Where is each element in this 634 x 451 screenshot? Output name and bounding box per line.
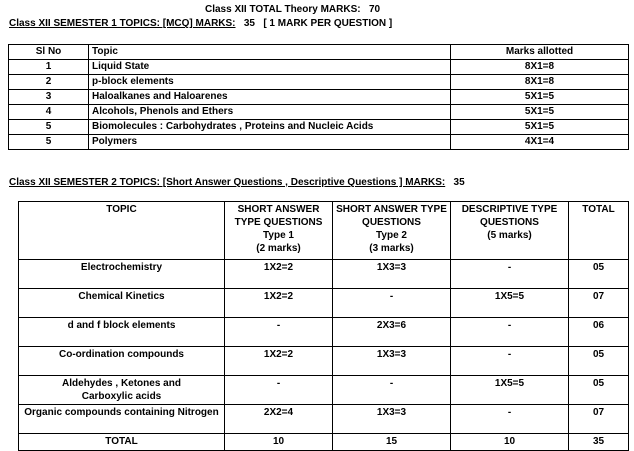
sem1-header-row bbox=[9, 45, 629, 60]
row-sa1: 1X2=2 bbox=[225, 260, 333, 289]
sa1-line: (2 marks) bbox=[256, 243, 301, 254]
total-sa2: 15 bbox=[333, 434, 451, 451]
sa1-line: SHORT ANSWER bbox=[237, 204, 320, 215]
col-short-answer-type1 bbox=[225, 202, 333, 260]
table-row bbox=[9, 75, 629, 90]
row-marks: 8X1=8 bbox=[451, 75, 629, 90]
row-sa2: 2X3=6 bbox=[333, 318, 451, 347]
col-topic: Topic bbox=[89, 45, 451, 60]
row-no: 2 bbox=[9, 75, 89, 90]
row-desc: - bbox=[451, 318, 569, 347]
table-row bbox=[19, 260, 629, 289]
row-sa1: 1X2=2 bbox=[225, 289, 333, 318]
col-total: TOTAL bbox=[569, 202, 629, 260]
total-sa1: 10 bbox=[225, 434, 333, 451]
total-label: TOTAL bbox=[19, 434, 225, 451]
desc-line: QUESTIONS bbox=[480, 217, 539, 228]
row-topic: Haloalkanes and Haloarenes bbox=[89, 90, 451, 105]
sem1-note: [ 1 MARK PER QUESTION ] bbox=[263, 18, 393, 29]
table-row bbox=[19, 318, 629, 347]
row-desc: - bbox=[451, 260, 569, 289]
row-desc: - bbox=[451, 405, 569, 434]
row-total: 05 bbox=[569, 347, 629, 376]
row-sa2: 1X3=3 bbox=[333, 347, 451, 376]
table-row bbox=[19, 347, 629, 376]
table-row bbox=[9, 105, 629, 120]
total-row bbox=[19, 434, 629, 451]
row-sa2: 1X3=3 bbox=[333, 260, 451, 289]
sem1-marks: 35 bbox=[243, 18, 255, 29]
sa1-line: TYPE QUESTIONS bbox=[234, 217, 323, 228]
row-topic: Liquid State bbox=[89, 60, 451, 75]
row-topic: Organic compounds containing Nitrogen bbox=[19, 405, 225, 434]
table-row bbox=[19, 376, 629, 405]
theory-marks: 70 bbox=[368, 4, 381, 15]
table-row bbox=[19, 289, 629, 318]
row-topic: Electrochemistry bbox=[19, 260, 225, 289]
row-topic: d and f block elements bbox=[19, 318, 225, 347]
row-marks: 5X1=5 bbox=[451, 120, 629, 135]
sa2-line: SHORT ANSWER TYPE bbox=[336, 204, 447, 215]
row-total: 05 bbox=[569, 376, 629, 405]
total-desc: 10 bbox=[451, 434, 569, 451]
row-sa2: 1X3=3 bbox=[333, 405, 451, 434]
row-marks: 4X1=4 bbox=[451, 135, 629, 150]
table-row bbox=[9, 90, 629, 105]
row-marks: 5X1=5 bbox=[451, 105, 629, 120]
row-topic bbox=[19, 376, 225, 405]
col-marks-allotted: Marks allotted bbox=[451, 45, 629, 60]
row-no: 5 bbox=[9, 135, 89, 150]
row-no: 4 bbox=[9, 105, 89, 120]
row-desc: 1X5=5 bbox=[451, 376, 569, 405]
table-row bbox=[9, 120, 629, 135]
row-total: 06 bbox=[569, 318, 629, 347]
row-topic: p-block elements bbox=[89, 75, 451, 90]
col-descriptive bbox=[451, 202, 569, 260]
row-no: 3 bbox=[9, 90, 89, 105]
row-topic: Chemical Kinetics bbox=[19, 289, 225, 318]
sem2-marks: 35 bbox=[453, 177, 465, 188]
total-total: 35 bbox=[569, 434, 629, 451]
sem2-title: Class XII SEMESTER 2 TOPICS: [Short Answer Questions , Descriptive Questions ] MARKS: bbox=[9, 177, 446, 188]
row-no: 1 bbox=[9, 60, 89, 75]
row-sa2: - bbox=[333, 376, 451, 405]
row-topic: Alcohols, Phenols and Ethers bbox=[89, 105, 451, 120]
row-topic: Polymers bbox=[89, 135, 451, 150]
sem2-table bbox=[18, 201, 629, 451]
row-sa1: 2X2=4 bbox=[225, 405, 333, 434]
desc-line: DESCRIPTIVE TYPE bbox=[461, 204, 558, 215]
table-row bbox=[9, 60, 629, 75]
row-sa2: - bbox=[333, 289, 451, 318]
row-no: 5 bbox=[9, 120, 89, 135]
desc-line: (5 marks) bbox=[487, 230, 532, 241]
row-marks: 5X1=5 bbox=[451, 90, 629, 105]
row-topic-text: Aldehydes , Ketones and Carboxylic acids bbox=[62, 378, 181, 402]
theory-title: Class XII TOTAL Theory MARKS: 70 bbox=[205, 4, 381, 15]
sem1-table bbox=[8, 44, 629, 150]
sa2-line: Type 2 bbox=[376, 230, 407, 241]
sa2-line: QUESTIONS bbox=[362, 217, 421, 228]
sa1-line: Type 1 bbox=[263, 230, 294, 241]
sa2-line: (3 marks) bbox=[369, 243, 414, 254]
row-sa1: - bbox=[225, 376, 333, 405]
row-topic: Co-ordination compounds bbox=[19, 347, 225, 376]
row-total: 07 bbox=[569, 405, 629, 434]
sem2-header-row bbox=[19, 202, 629, 260]
row-sa1: 1X2=2 bbox=[225, 347, 333, 376]
table-row bbox=[9, 135, 629, 150]
row-total: 05 bbox=[569, 260, 629, 289]
sem1-heading bbox=[9, 18, 392, 29]
row-topic: Biomolecules : Carbohydrates , Proteins and Nucleic Acids bbox=[89, 120, 451, 135]
row-desc: 1X5=5 bbox=[451, 289, 569, 318]
table-row bbox=[19, 405, 629, 434]
sem1-title: Class XII SEMESTER 1 TOPICS: [MCQ] MARKS: bbox=[9, 18, 236, 29]
row-total: 07 bbox=[569, 289, 629, 318]
row-sa1: - bbox=[225, 318, 333, 347]
row-desc: - bbox=[451, 347, 569, 376]
col-short-answer-type2 bbox=[333, 202, 451, 260]
col-sl-no: Sl No bbox=[9, 45, 89, 60]
col-topic: TOPIC bbox=[19, 202, 225, 260]
row-marks: 8X1=8 bbox=[451, 60, 629, 75]
sem2-heading bbox=[9, 177, 465, 188]
